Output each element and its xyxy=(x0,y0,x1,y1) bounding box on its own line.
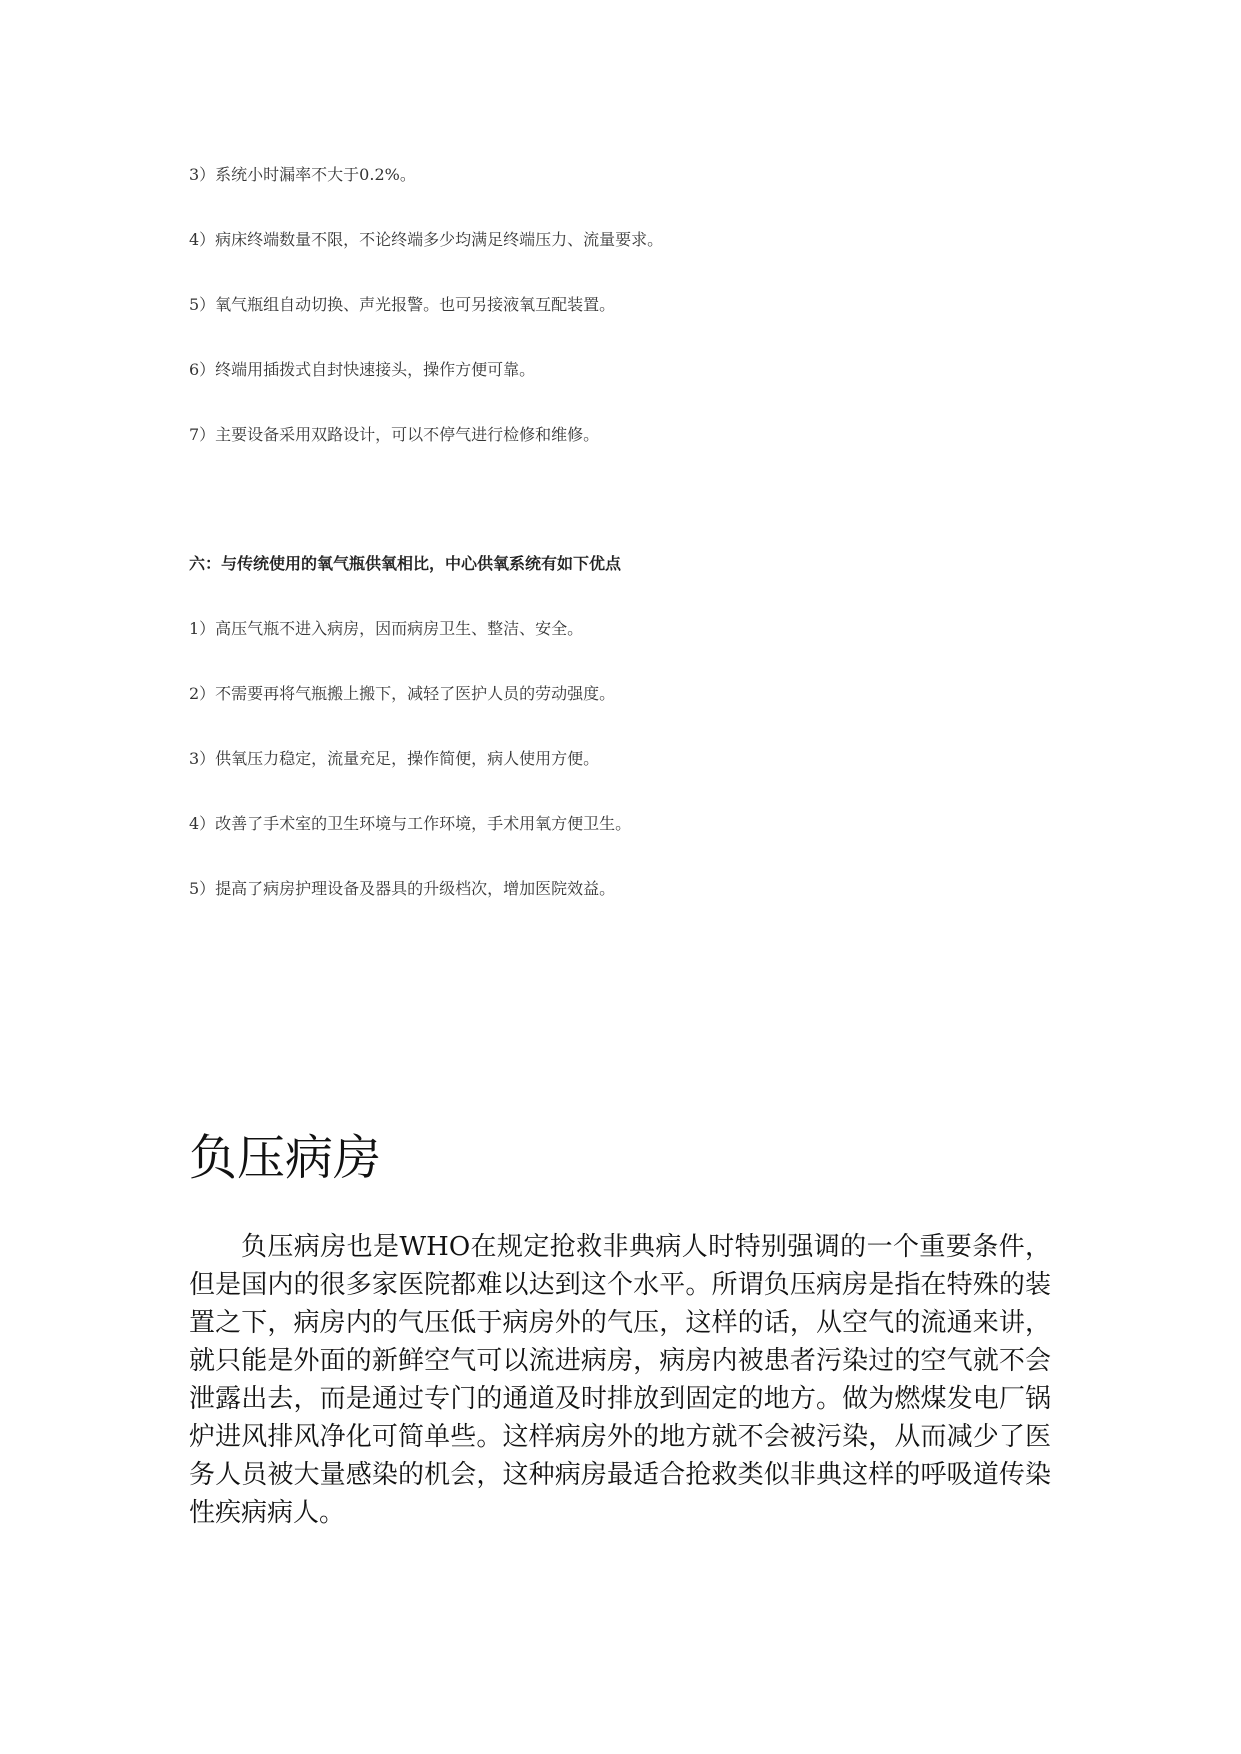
body-paragraph: 负压病房也是WHO在规定抢救非典病人时特别强调的一个重要条件，但是国内的很多家医院都难以达到这个水平。所谓负压病房是指在特殊的装置之下，病房内的气压低于病房外的气压，这样的话，从空气的流通来讲，就只能是外面的新鲜空气可以流进病房，病房内被患者污染过的空气就不会泄露出去，而是通过专门的通道及时排放到固定的地方。做为燃煤发电厂锅炉进风排风净化可简单些。这样病房外的地方就不会被污染，从而减少了医务人员被大量感染的机会，这种病房最适合抢救类似非典这样的呼吸道传染性疾病病人。 xyxy=(189,1232,1051,1528)
list-item: 3）供氧压力稳定，流量充足，操作简便，病人使用方便。 xyxy=(189,749,600,768)
list-item: 3）系统小时漏率不大于0.2%。 xyxy=(189,165,416,184)
list-item: 5）提高了病房护理设备及器具的升级档次，增加医院效益。 xyxy=(189,879,616,898)
list-item: 2）不需要再将气瓶搬上搬下，减轻了医护人员的劳动强度。 xyxy=(189,684,616,703)
section-title: 负压病房 xyxy=(189,1130,382,1186)
list-item: 1）高压气瓶不进入病房，因而病房卫生、整洁、安全。 xyxy=(189,619,584,638)
list-item: 7）主要设备采用双路设计，可以不停气进行检修和维修。 xyxy=(189,425,600,444)
section-heading: 六：与传统使用的氧气瓶供氧相比，中心供氧系统有如下优点 xyxy=(189,554,622,573)
list-item: 6）终端用插拨式自封快速接头，操作方便可靠。 xyxy=(189,360,536,379)
list-item: 4）病床终端数量不限，不论终端多少均满足终端压力、流量要求。 xyxy=(189,230,664,249)
list-item: 5）氧气瓶组自动切换、声光报警。也可另接液氧互配装置。 xyxy=(189,295,616,314)
list-item: 4）改善了手术室的卫生环境与工作环境，手术用氧方便卫生。 xyxy=(189,814,632,833)
